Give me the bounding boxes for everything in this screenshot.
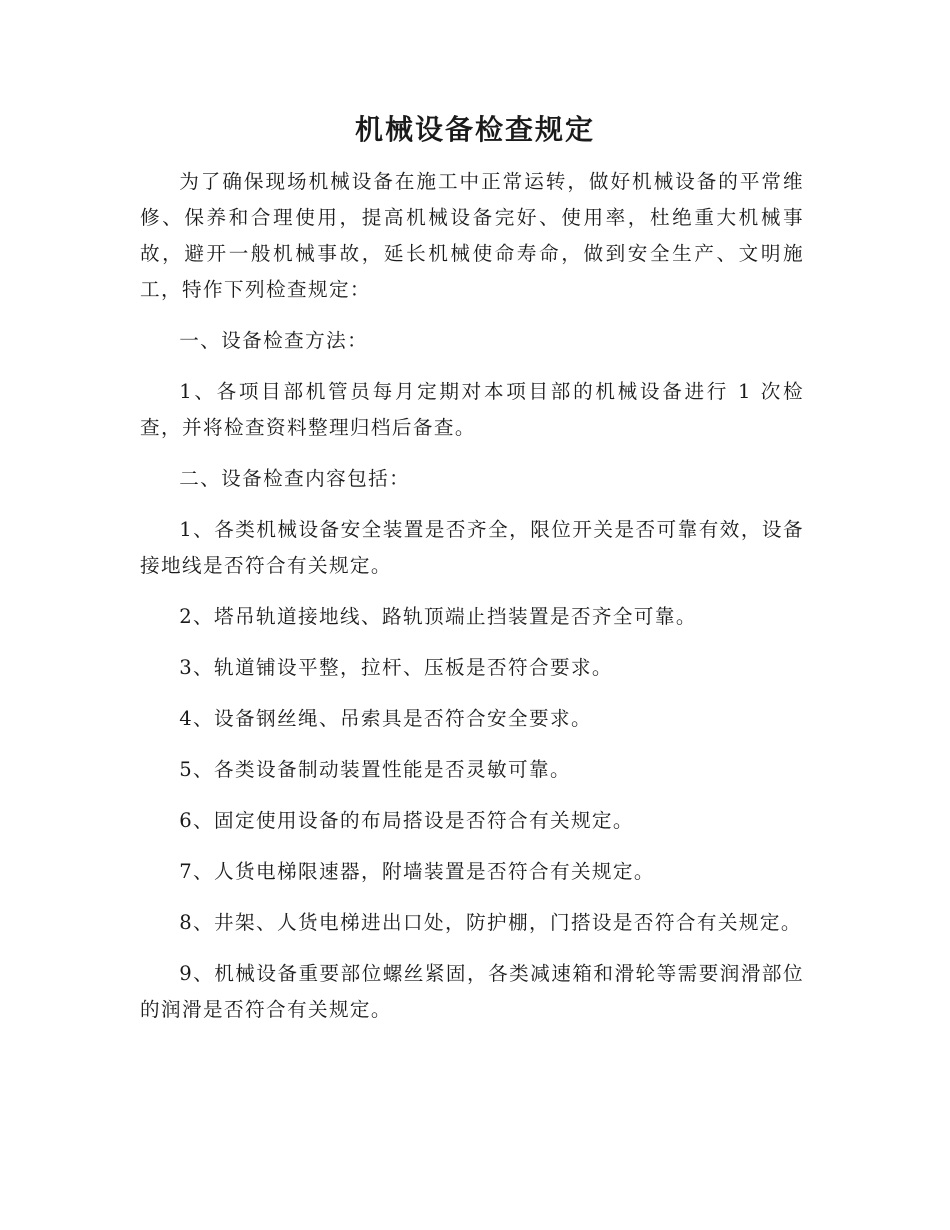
section-heading-inspection-content: 二、设备检查内容包括：: [179, 467, 411, 490]
inspection-content-item-3: 3、轨道铺设平整，拉杆、压板是否符合要求。: [179, 656, 613, 679]
document-body: [140, 164, 804, 1043]
inspection-content-item-9: 9、机械设备重要部位螺丝紧固，各类减速箱和滑轮等需要润滑部位的润滑是否符合有关规定。: [140, 962, 804, 1021]
inspection-content-item-7: 7、人货电梯限速器，附墙装置是否符合有关规定。: [179, 860, 655, 883]
document-title: 机械设备检查规定: [354, 113, 595, 146]
inspection-content-item-4: 4、设备钢丝绳、吊索具是否符合安全要求。: [179, 707, 592, 730]
intro-paragraph: 为了确保现场机械设备在施工中正常运转，做好机械设备的平常维修、保养和合理使用，提高机械设备完好、使用率，杜绝重大机械事故，避开一般机械事故，延长机械使命寿命，做到安全生产、文明施工，特作下列检查规定：: [140, 170, 804, 301]
inspection-content-item-5: 5、各类设备制动装置性能是否灵敏可靠。: [179, 758, 571, 781]
section-heading-inspection-method: 一、设备检查方法：: [179, 329, 369, 352]
inspection-content-item-2: 2、塔吊轨道接地线、路轨顶端止挡装置是否齐全可靠。: [179, 605, 697, 628]
inspection-content-item-1: 1、各类机械设备安全装置是否齐全，限位开关是否可靠有效，设备接地线是否符合有关规定。: [140, 518, 804, 577]
inspection-content-item-6: 6、固定使用设备的布局搭设是否符合有关规定。: [179, 809, 634, 832]
inspection-method-item-1: 1、各项目部机管员每月定期对本项目部的机械设备进行 1 次检查，并将检查资料整理归档后备查。: [140, 380, 804, 439]
inspection-content-item-8: 8、井架、人货电梯进出口处，防护棚，门搭设是否符合有关规定。: [179, 911, 802, 934]
